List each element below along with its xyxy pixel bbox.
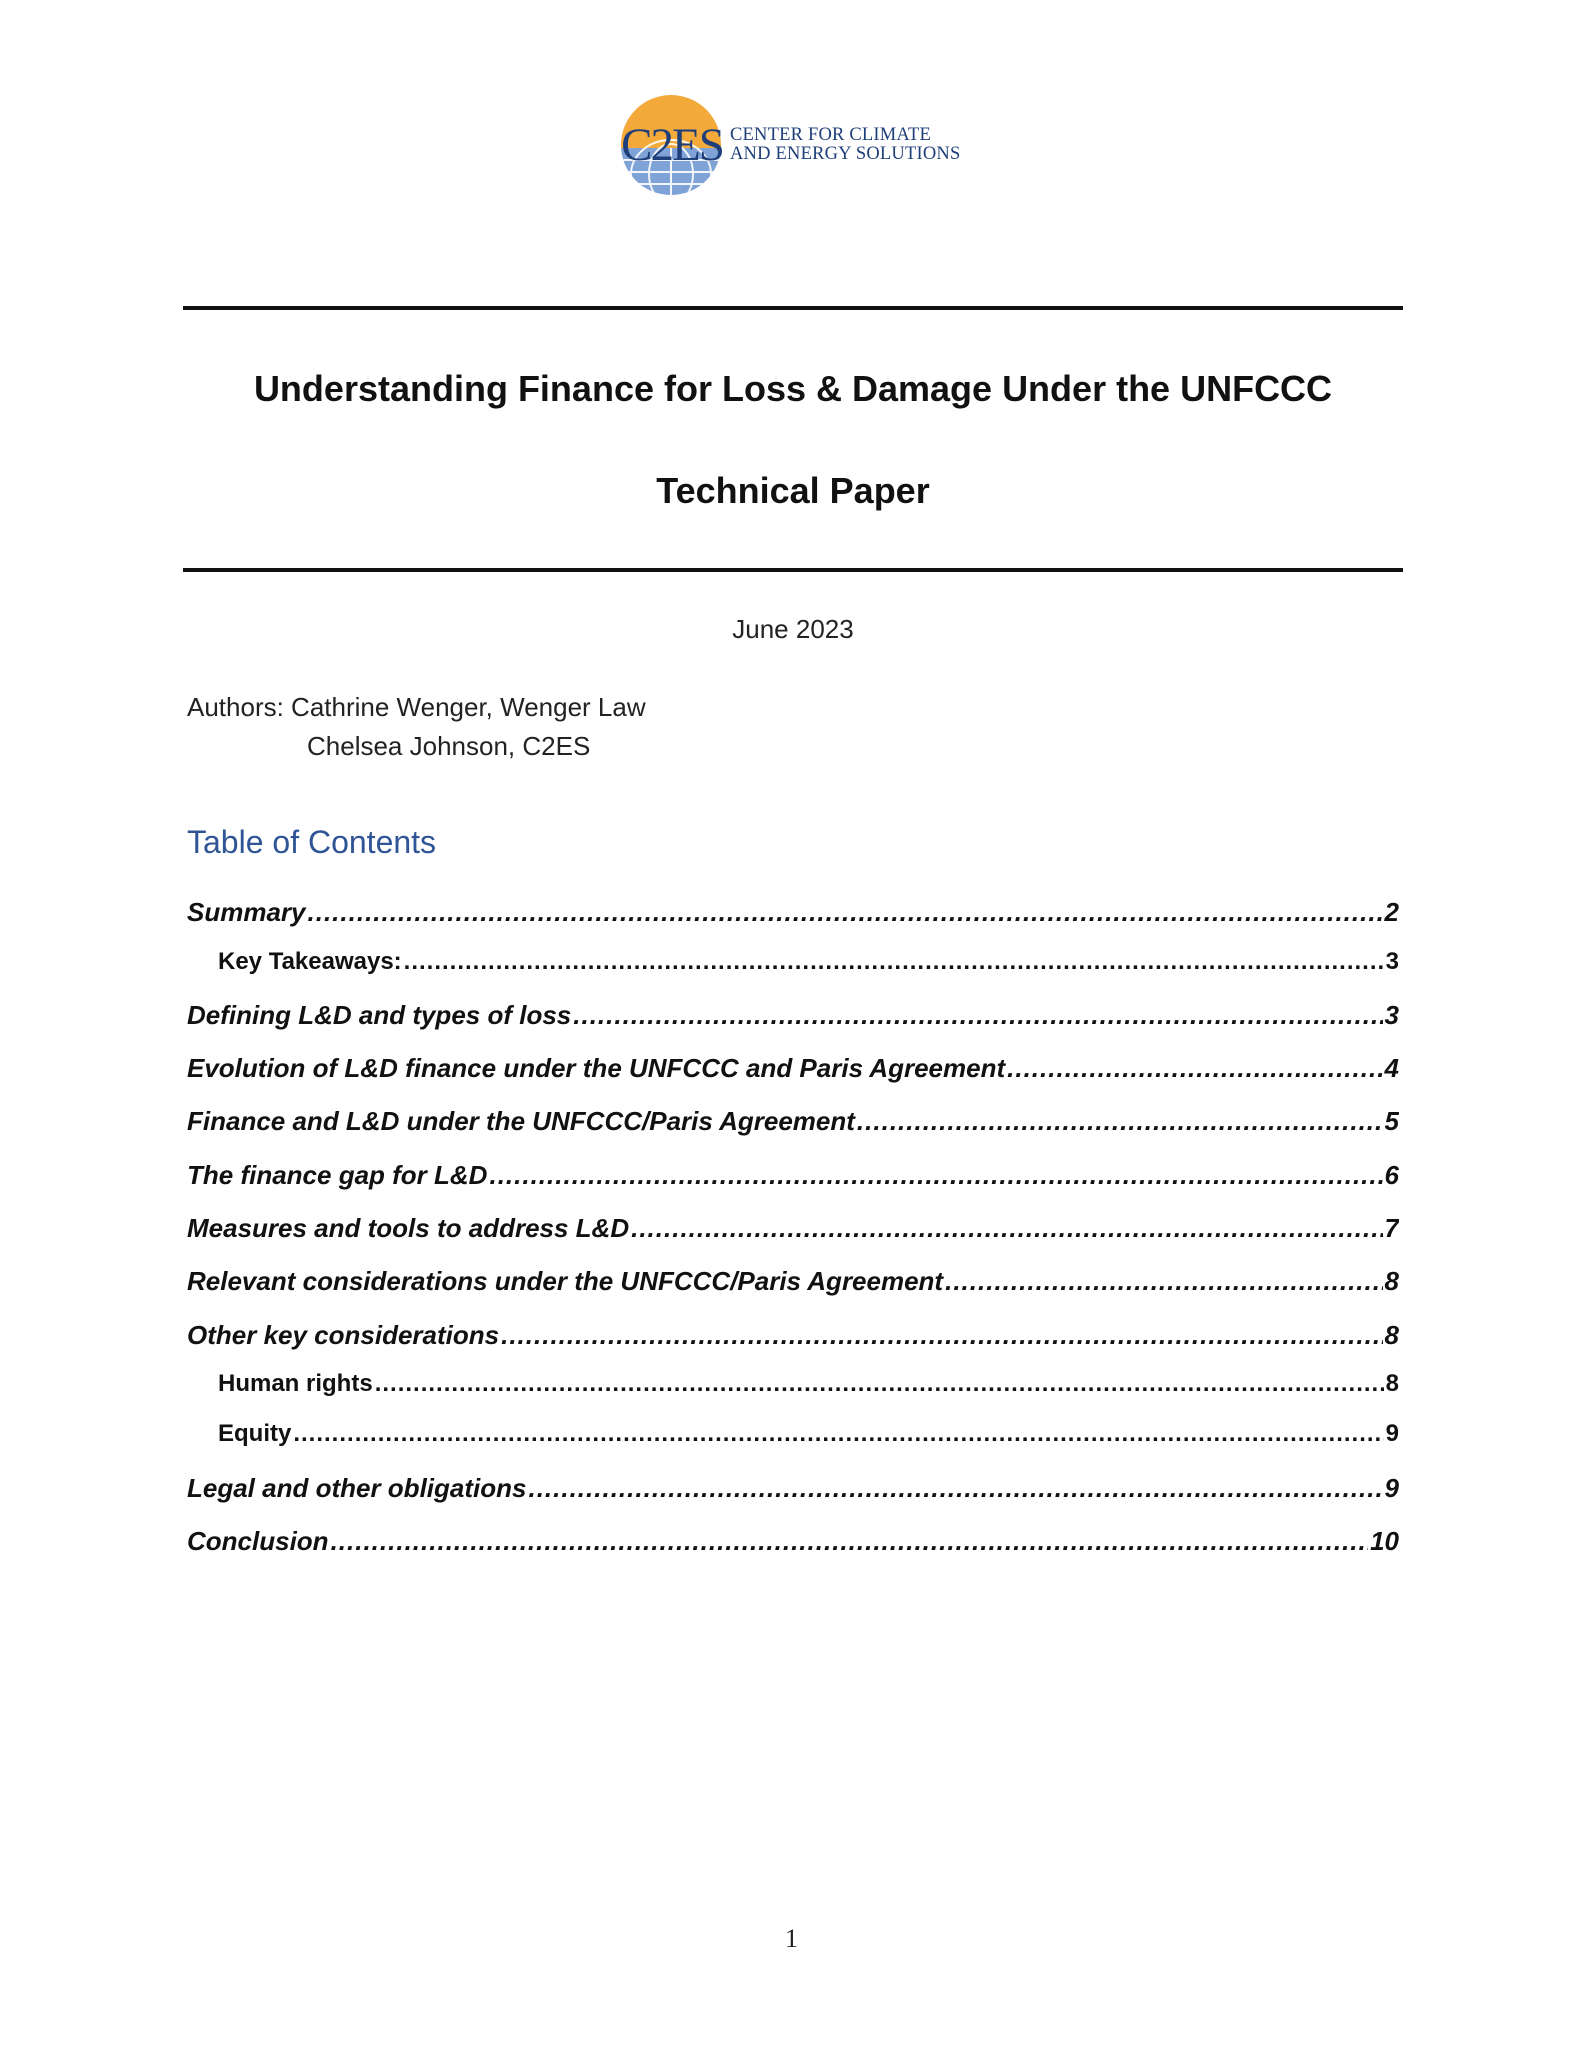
authors-block (187, 688, 646, 766)
toc-entry-page-number: 3 (1385, 948, 1399, 975)
toc-entry-label: Defining L&D and types of loss (187, 1000, 572, 1030)
document-title: Understanding Finance for Loss & Damage Under the UNFCCC (253, 368, 1333, 409)
toc-entry-page-number: 9 (1384, 1473, 1399, 1503)
toc-subentry-link[interactable] (187, 948, 1399, 976)
toc-dot-leader (308, 897, 1383, 928)
toc-entry-page-number: 7 (1384, 1213, 1399, 1243)
document-subtitle: Technical Paper (656, 470, 930, 511)
toc-dot-leader (375, 1370, 1384, 1398)
toc-dot-leader (331, 1526, 1369, 1557)
toc-entry-link[interactable] (187, 1000, 1399, 1031)
toc-entry-link[interactable] (187, 1473, 1399, 1504)
toc-entry-page-number: 5 (1384, 1106, 1399, 1136)
toc-entry-label: Legal and other obligations (187, 1473, 527, 1503)
bottom-rule-divider (183, 568, 1403, 572)
toc-entry-label: Conclusion (187, 1526, 329, 1556)
authors-line-1: Authors: Cathrine Wenger, Wenger Law (187, 692, 646, 722)
toc-entry-page-number: 8 (1385, 1370, 1399, 1397)
toc-entry-link[interactable] (187, 1320, 1399, 1351)
toc-subentry-link[interactable] (187, 1370, 1399, 1398)
logo-wordmark (730, 126, 960, 164)
toc-entry-link[interactable] (187, 1213, 1399, 1244)
logo-line-2: AND ENERGY SOLUTIONS (730, 144, 961, 164)
toc-entry-page-number: 10 (1370, 1526, 1399, 1556)
toc-entry-link[interactable] (187, 1266, 1399, 1297)
toc-dot-leader (857, 1106, 1383, 1137)
toc-entry-page-number: 3 (1384, 1000, 1399, 1030)
toc-subentry-link[interactable] (187, 1420, 1399, 1448)
toc-dot-leader (1007, 1053, 1382, 1084)
toc-entry-label: Finance and L&D under the UNFCCC/Paris Agreement (187, 1106, 855, 1136)
logo-line-1: CENTER FOR CLIMATE (730, 125, 931, 145)
toc-entry-link[interactable] (187, 1160, 1399, 1191)
toc-entry-page-number: 6 (1384, 1160, 1399, 1190)
toc-dot-leader (501, 1320, 1382, 1351)
toc-entry-page-number: 8 (1384, 1266, 1399, 1296)
toc-dot-leader (293, 1420, 1383, 1448)
toc-dot-leader (573, 1000, 1382, 1031)
toc-entry-link[interactable] (187, 897, 1399, 928)
logo-mark-text: C2ES (621, 119, 723, 171)
top-rule-divider (183, 306, 1403, 310)
toc-heading: Table of Contents (187, 824, 437, 860)
toc-entry-label: Measures and tools to address L&D (187, 1213, 630, 1243)
toc-dot-leader (404, 948, 1384, 976)
c2es-logo (620, 94, 980, 196)
toc-entry-link[interactable] (187, 1106, 1399, 1137)
toc-entry-label: Other key considerations (187, 1320, 500, 1350)
toc-entry-link[interactable] (187, 1526, 1399, 1557)
toc-dot-leader (528, 1473, 1382, 1504)
toc-entry-label: Human rights (218, 1370, 373, 1397)
toc-entry-label: Equity (218, 1420, 292, 1447)
publication-date: June 2023 (732, 614, 854, 644)
toc-entry-page-number: 8 (1384, 1320, 1399, 1350)
toc-entry-label: The finance gap for L&D (187, 1160, 488, 1190)
toc-dot-leader (631, 1213, 1382, 1244)
toc-entry-page-number: 9 (1385, 1420, 1399, 1447)
toc-dot-leader (945, 1266, 1382, 1297)
toc-entry-label: Summary (187, 897, 306, 927)
toc-entry-label: Evolution of L&D finance under the UNFCCC and Paris Agreement (187, 1053, 1006, 1083)
toc-entry-page-number: 2 (1384, 897, 1399, 927)
toc-entry-link[interactable] (187, 1053, 1399, 1084)
toc-dot-leader (489, 1160, 1382, 1191)
page-number: 1 (785, 1924, 798, 1953)
authors-line-2: Chelsea Johnson, C2ES (307, 731, 591, 761)
toc-entry-label: Key Takeaways: (218, 948, 402, 975)
toc-entry-page-number: 4 (1384, 1053, 1399, 1083)
toc-entry-label: Relevant considerations under the UNFCCC/Paris Agreement (187, 1266, 944, 1296)
